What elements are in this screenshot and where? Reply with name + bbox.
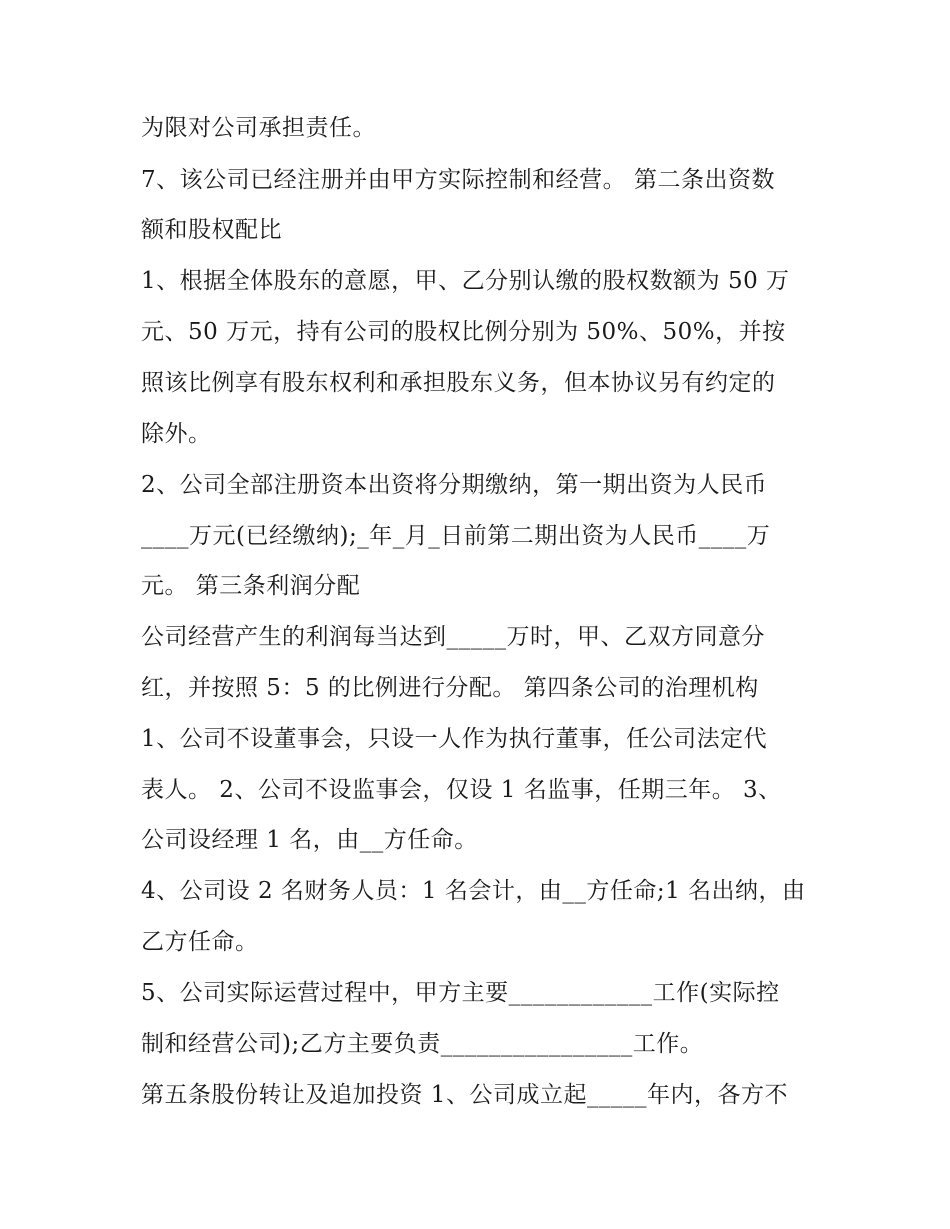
text-line: 红，并按照 5：5 的比例进行分配。 第四条公司的治理机构: [141, 675, 759, 701]
text-line: 第五条股份转让及追加投资 1、公司成立起_____年内，各方不: [141, 1082, 788, 1108]
text-line: 2、公司全部注册资本出资将分期缴纳，第一期出资为人民币: [141, 472, 768, 498]
text-line: 元、50 万元，持有公司的股权比例分别为 50%、50%，并按: [141, 319, 786, 345]
text-line: 乙方任命。: [141, 929, 259, 955]
text-line: 制和经营公司);乙方主要负责________________工作。: [141, 1031, 704, 1057]
text-line: 公司设经理 1 名，由__方任命。: [141, 827, 478, 853]
text-line: 1、根据全体股东的意愿，甲、乙分别认缴的股权数额为 50 万: [141, 268, 790, 294]
text-line: 除外。: [141, 421, 212, 447]
text-line: 元。 第三条利润分配: [141, 573, 361, 599]
text-line: 4、公司设 2 名财务人员：1 名会计，由__方任命;1 名出纳，由: [141, 878, 806, 904]
text-line: 额和股权配比: [141, 217, 282, 243]
text-line: 7、该公司已经注册并由甲方实际控制和经营。 第二条出资数: [141, 167, 775, 193]
text-line: ____万元(已经缴纳);_年_月_日前第二期出资为人民币____万: [141, 523, 771, 549]
text-line: 表人。 2、公司不设监事会，仅设 1 名监事，任期三年。 3、: [141, 777, 782, 803]
text-line: 照该比例享有股东权利和承担股东义务，但本协议另有约定的: [141, 370, 776, 396]
text-line: 5、公司实际运营过程中，甲方主要____________工作(实际控: [141, 980, 780, 1006]
text-line: 为限对公司承担责任。: [141, 115, 376, 141]
text-line: 公司经营产生的利润每当达到_____万时，甲、乙双方同意分: [141, 624, 765, 650]
text-line: 1、公司不设董事会，只设一人作为执行董事，任公司法定代: [141, 726, 768, 752]
